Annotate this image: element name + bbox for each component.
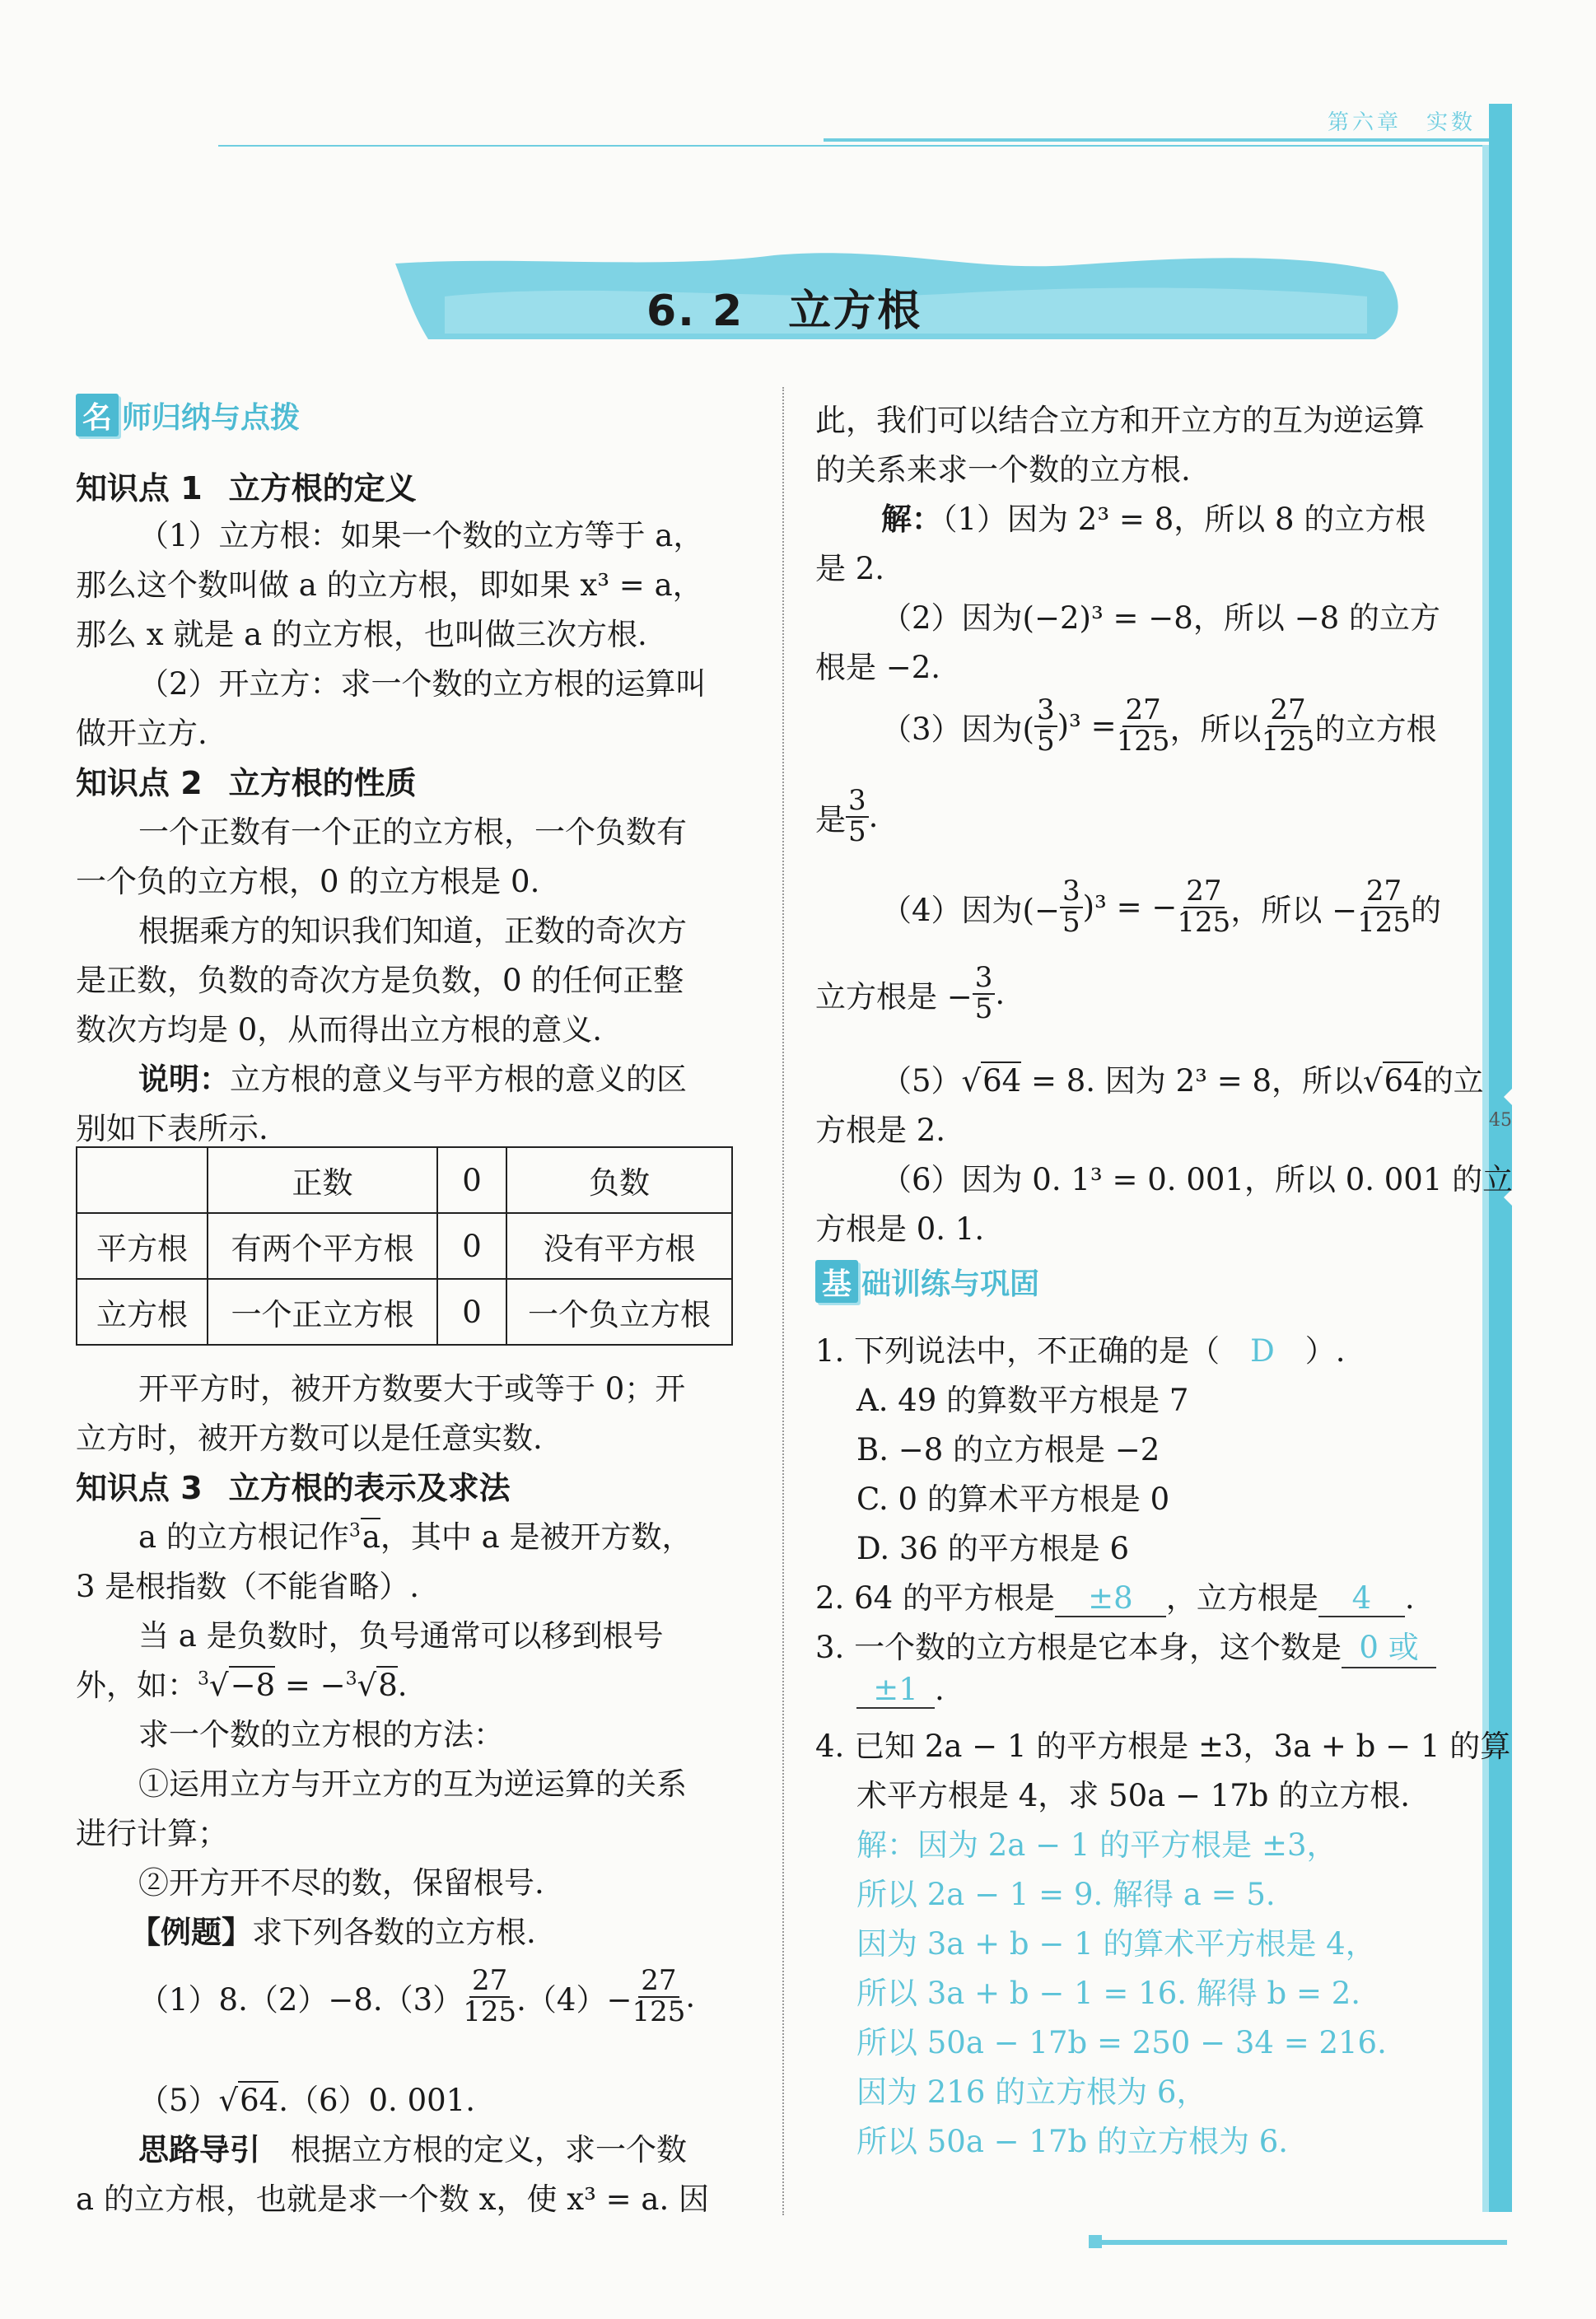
table-cell: 一个负立方根	[506, 1279, 732, 1345]
text-line: 一个负的立方根，0 的立方根是 0.	[76, 864, 540, 899]
text-line: 立方根是 − $\frac{3}{5}$ .	[815, 961, 1006, 1025]
section-badge: 基	[815, 1260, 858, 1303]
text-line: 进行计算；	[76, 1816, 228, 1851]
footer-rule	[1095, 2240, 1507, 2245]
text-line: 那么这个数叫做 a 的立方根，即如果 x³ = a，	[76, 567, 703, 603]
option: C. 0 的算术平方根是 0	[856, 1481, 1170, 1517]
text-line: 的关系来求一个数的立方根.	[815, 452, 1191, 488]
text-line: （3）因为( $\frac{3}{5}$ )³ = $\frac{27}{125}$ ，所以 $\frac{27}{125}$ 的立方根	[881, 693, 1437, 758]
solution-line: 所以 50a − 17b 的立方根为 6.	[856, 2124, 1289, 2159]
text-line: a 的立方根，也就是求一个数 x，使 x³ = a. 因	[76, 2181, 710, 2217]
text-line: 当 a 是负数时，负号通常可以移到根号	[138, 1618, 664, 1654]
text-line: 立方时，被开方数可以是任意实数.	[76, 1421, 543, 1456]
text-line: （4）因为(− $\frac{3}{5}$ )³ = − $\frac{27}{125}$ ，所以 − $\frac{27}{125}$ 的	[881, 875, 1441, 939]
answer: 0 或	[1342, 1622, 1436, 1668]
section-label: 础训练与巩固	[861, 1267, 1040, 1301]
text-line: 方根是 0. 1.	[815, 1211, 985, 1247]
section-label: 师归纳与点拨	[122, 400, 301, 435]
answer: 4	[1318, 1580, 1405, 1617]
text-line: 根是 −2.	[815, 650, 941, 685]
table-row	[77, 1279, 732, 1345]
fraction: $\frac{27}{125}$	[632, 1964, 686, 2028]
fraction: $\frac{3}{5}$	[1034, 696, 1057, 756]
question-1: 1. 下列说法中，不正确的是（ D ）.	[815, 1333, 1346, 1369]
text-line: a 的立方根记作$^3$a，其中 a 是被开方数，	[138, 1519, 693, 1555]
table-cell: 0	[437, 1279, 506, 1345]
section-heading-teacher	[76, 394, 300, 436]
text-line: 开平方时，被开方数要大于或等于 0；开	[138, 1371, 686, 1407]
solution-line: 解：因为 2a − 1 的平方根是 ±3，	[856, 1827, 1337, 1863]
side-notch	[1504, 1085, 1515, 1108]
chapter-header: 第六章 实数	[1328, 110, 1477, 135]
text-line: ②开方开不尽的数，保留根号.	[138, 1865, 544, 1901]
table-row	[77, 1213, 732, 1279]
option: A. 49 的算数平方根是 7	[856, 1383, 1189, 1418]
solution-line: 因为 3a + b − 1 的算术平方根是 4，	[856, 1926, 1376, 1962]
example-heading: 【例题】求下列各数的立方根.	[130, 1915, 536, 1950]
answer: ±8	[1055, 1580, 1166, 1617]
answer: D	[1250, 1333, 1275, 1369]
page-title: 6. 2 立方根	[646, 287, 922, 336]
section-badge: 名	[76, 394, 119, 436]
text-line: 方根是 2.	[815, 1113, 946, 1148]
text-line: 是 $\frac{3}{5}$ .	[815, 784, 879, 848]
knowledge-point-1: 知识点 1 立方根的定义	[76, 470, 417, 506]
text-line: （6）因为 0. 1³ = 0. 001，所以 0. 001 的立	[881, 1162, 1514, 1197]
text-line: （1）立方根：如果一个数的立方等于 a，	[138, 518, 704, 553]
table-row	[77, 1147, 732, 1213]
text-line: ①运用立方与开立方的互为逆运算的关系	[138, 1766, 687, 1802]
text-line: 求一个数的立方根的方法：	[138, 1717, 504, 1752]
text-line: （5）√64 = 8. 因为 2³ = 8，所以√64的立	[881, 1063, 1484, 1099]
text-line: 一个正数有一个正的立方根，一个负数有	[138, 814, 687, 850]
text-line: 说明：立方根的意义与平方根的意义的区	[138, 1062, 687, 1097]
page-number: 45	[1489, 1110, 1512, 1131]
text-line: 3 是根指数（不能省略）.	[76, 1569, 420, 1604]
comparison-table	[76, 1146, 733, 1346]
option: B. −8 的立方根是 −2	[856, 1432, 1160, 1467]
fraction: $\frac{27}{125}$	[1261, 693, 1315, 758]
knowledge-point-3: 知识点 3 立方根的表示及求法	[76, 1470, 511, 1506]
fraction: $\frac{27}{125}$	[1116, 693, 1170, 758]
option: D. 36 的平方根是 6	[856, 1531, 1130, 1566]
question-4: 4. 已知 2a − 1 的平方根是 ±3，3a + b − 1 的算	[815, 1729, 1511, 1764]
header-rule-thin	[218, 145, 1491, 147]
section-heading-basic	[815, 1260, 1039, 1303]
text-line: 那么 x 就是 a 的立方根，也叫做三次方根.	[76, 617, 647, 652]
text-line: 数次方均是 0，从而得出立方根的意义.	[76, 1012, 603, 1048]
column-divider	[782, 387, 784, 2215]
text-line: 做开立方.	[76, 716, 208, 751]
table-cell	[77, 1147, 208, 1213]
fraction: $\frac{3}{5}$	[1060, 877, 1083, 937]
text-line: （2）因为(−2)³ = −8，所以 −8 的立方	[881, 600, 1440, 636]
fraction: $\frac{27}{125}$	[463, 1964, 517, 2028]
text-line: 思路导引 根据立方根的定义，求一个数	[138, 2132, 687, 2167]
text-line: 外，如：$^3$√−8 = −$^3$√8.	[76, 1668, 408, 1703]
solution-line: 所以 50a − 17b = 250 − 34 = 216.	[856, 2025, 1387, 2060]
text-line: 是 2.	[815, 551, 885, 586]
table-cell: 正数	[208, 1147, 437, 1213]
question-3: 3. 一个数的立方根是它本身，这个数是 0 或	[815, 1622, 1436, 1668]
fraction: $\frac{27}{125}$	[1357, 875, 1411, 939]
header-rule	[824, 138, 1491, 142]
table-cell: 没有平方根	[506, 1213, 732, 1279]
table-cell: 有两个平方根	[208, 1213, 437, 1279]
example-items: （1）8.（2）−8.（3） $\frac{27}{125}$ .（4）− $\frac{27}{125}$ .	[138, 1964, 696, 2028]
table-cell: 负数	[506, 1147, 732, 1213]
table-cell: 0	[437, 1147, 506, 1213]
solution-line: 所以 2a − 1 = 9. 解得 a = 5.	[856, 1877, 1276, 1912]
table-cell: 一个正立方根	[208, 1279, 437, 1345]
question-3-cont: ±1 .	[856, 1672, 945, 1709]
fraction: $\frac{3}{5}$	[973, 964, 996, 1024]
text-line: 此，我们可以结合立方和开立方的互为逆运算	[815, 403, 1425, 438]
text-line: （2）开立方：求一个数的立方根的运算叫	[138, 666, 707, 702]
text-line: 根据乘方的知识我们知道，正数的奇次方	[138, 913, 687, 949]
text-line: 别如下表所示.	[76, 1111, 268, 1146]
example-items: （5）√64.（6）0. 001.	[138, 2083, 475, 2118]
text-line: 解：（1）因为 2³ = 8，所以 8 的立方根	[881, 502, 1426, 537]
text-line: 是正数，负数的奇次方是负数，0 的任何正整	[76, 963, 684, 998]
fraction: $\frac{3}{5}$	[846, 786, 869, 847]
knowledge-point-2: 知识点 2 立方根的性质	[76, 765, 417, 801]
fraction: $\frac{27}{125}$	[1177, 875, 1231, 939]
table-cell: 平方根	[77, 1213, 208, 1279]
question-4-cont: 术平方根是 4，求 50a − 17b 的立方根.	[856, 1778, 1411, 1813]
table-cell: 立方根	[77, 1279, 208, 1345]
table-cell: 0	[437, 1213, 506, 1279]
solution-line: 因为 216 的立方根为 6，	[856, 2074, 1207, 2110]
question-2: 2. 64 的平方根是 ±8 ，立方根是 4 .	[815, 1580, 1415, 1616]
answer: ±1	[856, 1672, 935, 1709]
solution-line: 所以 3a + b − 1 = 16. 解得 b = 2.	[856, 1976, 1361, 2011]
